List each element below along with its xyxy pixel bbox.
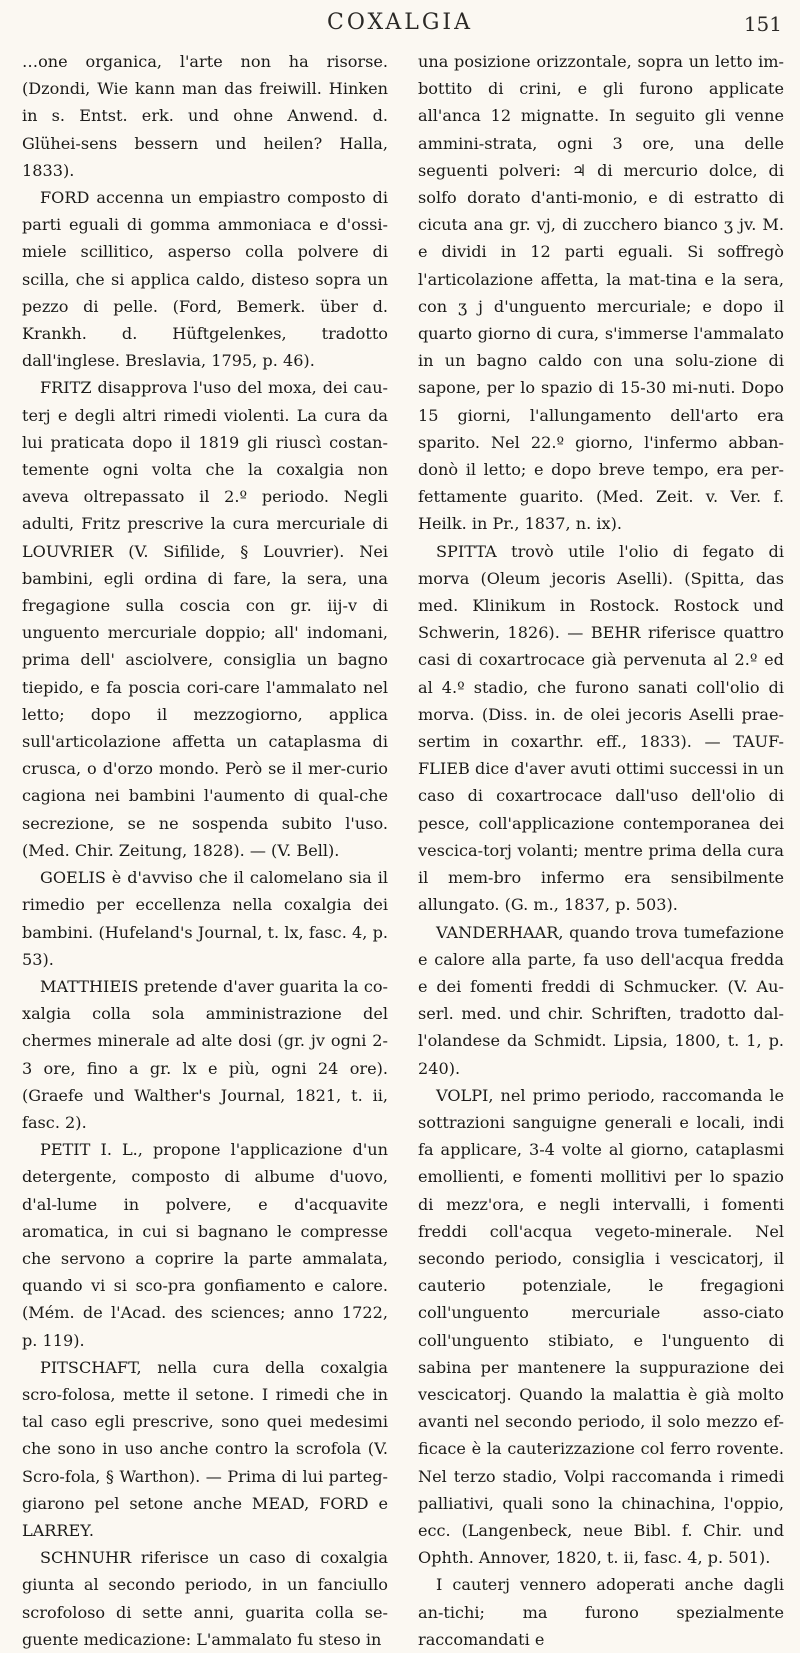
paragraph: PITSCHAFT, nella cura della coxalgia scro-folosa, mette il setone. I rimedi che in tal caso egli prescrive, sono quei medesimi che sono in uso anche contro la scrofola (V. Scro-fola, § Warthon). — Prima di lui parteg-giarono pel setone anche MEAD, FORD e LARREY. <box>22 1357 388 1540</box>
running-head: COXALGIA <box>326 10 473 35</box>
paragraph: GOELIS è d'avviso che il calomelano sia il rimedio per eccellenza nella coxalgia dei bambini. (Hufeland's Journal, t. lx, fasc. 4, p. 53). <box>22 868 388 969</box>
paragraph: SCHNUHR riferisce un caso di coxalgia giunta al secondo periodo, in un fanciullo scrofoloso di sette anni, guarita colla se-guente medicazione: L'ammalato fu steso in <box>22 1548 388 1649</box>
left-column <box>22 48 388 1653</box>
page-number: 151 <box>743 12 782 36</box>
paragraph: FRITZ disapprova l'uso del moxa, dei cau-terj e degli altri rimedi violenti. La cura da lui praticata dopo il 1819 gli riuscì costan-temente ogni volta che la coxalgia non aveva oltrepassato il 2.º periodo. Negli adulti, Fritz prescrive la cura mercuriale di LOUVRIER (V. Sifilide, § Louvrier). Nei bambini, egli ordina di fare, la sera, una fregagione sulla coscia con gr. iij-v di unguento mercuriale doppio; all' indomani, prima dell' asciolvere, consiglia un bagno tiepido, e fa poscia cori-care l'ammalato nel letto; dopo il mezzogiorno, applica sull'articolazione affetta un cataplasma di crusca, o d'orzo mondo. Però se il mer-curio cagiona nei bambini l'aumento di qual-che secrezione, se ne sospenda subito l'uso. (Med. Chir. Zeitung, 1828). — (V. Bell). <box>22 378 388 860</box>
paragraph: VOLPI, nel primo periodo, raccomanda le sottrazioni sanguigne generali e locali, indi fa applicare, 3-4 volte al giorno, cataplasmi emollienti, e fomenti mollitivi per lo spazio di mezz'ora, e negli intervalli, i fomenti freddi coll'acqua vegeto-minerale. Nel secondo periodo, consiglia i vescicatorj, il cauterio potenziale, le fregagioni coll'unguento mercuriale asso-ciato coll'unguento stibiato, e l'unguento di sabina per mantenere la suppurazione dei vescicatorj. Quando la malattia è già molto avanti nel secondo periodo, il solo mezzo ef-ficace è la cauterizzazione col ferro rovente. Nel terzo stadio, Volpi raccomanda i rimedi palliativi, quali sono la chinachina, l'oppio, ecc. (Langenbeck, neue Bibl. f. Chir. und Ophth. Annover, 1820, t. ii, fasc. 4, p. 501). <box>418 1085 784 1568</box>
page-header <box>0 8 800 48</box>
paragraph: MATTHIEIS pretende d'aver guarita la co-xalgia colla sola amministrazione del chermes minerale ad alte dosi (gr. jv ogni 2-3 ore, fino a gr. lx e più, ogni 24 ore). (Graefe und Walther's Journal, 1821, t. ii, fasc. 2). <box>22 976 388 1132</box>
paragraph: VANDERHAAR, quando trova tumefazione e calore alla parte, fa uso dell'acqua fredda e dei fomenti freddi di Schmucker. (V. Au-serl. med. und chir. Schriften, tradotto dal-l'olandese da Schmidt. Lipsia, 1800, t. 1, p. 240). <box>418 922 784 1078</box>
paragraph: FORD accenna un empiastro composto di parti eguali di gomma ammoniaca e d'ossi-miele scillitico, asperso colla polvere di scilla, che si applica caldo, disteso sopra un pezzo di pelle. (Ford, Bemerk. über d. Krankh. d. Hüftgelenkes, tradotto dall'inglese. Breslavia, 1795, p. 46). <box>22 188 388 371</box>
paragraph: …one organica, l'arte non ha risorse. (Dzondi, Wie kann man das freiwill. Hinken in s. Entst. erk. und ohne Anwend. d. Glühei-sens bessern und heilen? Halla, 1833). <box>22 52 388 180</box>
paragraph: SPITTA trovò utile l'olio di fegato di morva (Oleum jecoris Aselli). (Spitta, das med. Klinikum in Rostock. Rostock und Schwerin, 1826). — BEHR riferisce quattro casi di coxartrocace già pervenuta al 2.º ed al 4.º stadio, che furono sanati coll'olio di morva. (Diss. in. de olei jecoris Aselli prae-sertim in coxarthr. eff., 1833). — TAUF-FLIEB dice d'aver avuti ottimi successi in un caso di coxartrocace dall'uso dell'olio di pesce, coll'applicazione contemporanea dei vescica-torj volanti; mentre prima della cura il mem-bro infermo era sensibilmente allungato. (G. m., 1837, p. 503). <box>418 541 784 915</box>
paragraph: una posizione orizzontale, sopra un letto im-bottito di crini, e gli furono applicate all'anca 12 mignatte. In seguito gli venne ammini-strata, ogni 3 ore, una delle seguenti polveri: ♃ di mercurio dolce, di solfo dorato d'anti-monio, e di estratto di cicuta ana gr. vj, di zucchero bianco ʒ jv. M. e dividi in 12 parti eguali. Si soffregò l'articolazione affetta, la mat-tina e la sera, con ʒ j d'unguento mercuriale; e dopo il quarto giorno di cura, s'immerse l'ammalato in un bagno caldo con una solu-zione di sapone, per lo spazio di 15-30 mi-nuti. Dopo 15 giorni, l'allungamento dell'arto era sparito. Nel 22.º giorno, l'infermo abban-donò il letto; e dopo breve tempo, era per-fettamente guarito. (Med. Zeit. v. Ver. f. Heilk. in Pr., 1837, n. ix). <box>418 52 784 534</box>
paragraph: I cauterj vennero adoperati anche dagli an-tichi; ma furono spezialmente raccomandati e <box>418 1575 784 1649</box>
right-column <box>418 48 784 1653</box>
paragraph: PETIT I. L., propone l'applicazione d'un detergente, composto di albume d'uovo, d'al-lume in polvere, e d'acquavite aromatica, in cui si bagnano le compresse che servono a coprire la parte ammalata, quando vi si sco-pra gonfiamento e calore. (Mém. de l'Acad. des sciences; anno 1722, p. 119). <box>22 1140 388 1350</box>
